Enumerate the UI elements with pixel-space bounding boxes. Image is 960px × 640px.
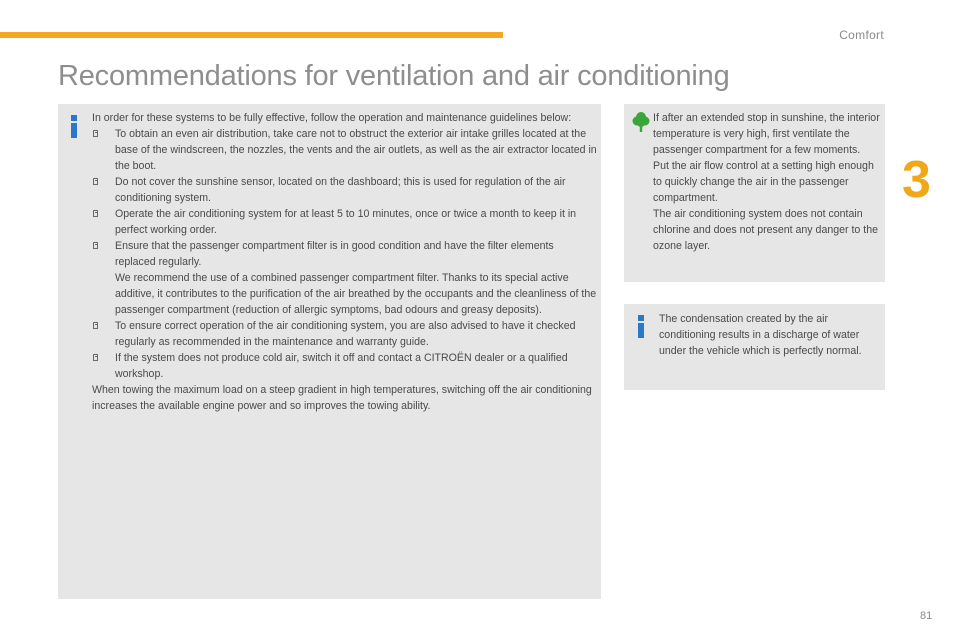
filter-recommendation: We recommend the use of a combined passenger compartment filter. Thanks to its special active additive, it contributes to the purification of the air breathed by the occupants and the cleanliness of the passenger compartment (reduction of allergic symptoms, bad odours and greasy deposits). xyxy=(115,272,597,316)
chapter-number: 3 xyxy=(902,151,931,209)
list-item: To ensure correct operation of the air conditioning system, you are also advised to have it checked regularly as recommended in the maintenance and warranty guide. xyxy=(92,318,597,350)
list-item: Do not cover the sunshine sensor, located on the dashboard; this is used for regulation of the air conditioning system. xyxy=(92,174,597,206)
list-item: Ensure that the passenger compartment filter is in good condition and have the filter elements replaced regularly. We recommend the use of a combined passenger compartment filter. Thanks to its special active additive, it contributes to the purification of the air breathed by the occupants and the cleanliness of the passenger compartment (reduction of allergic symptoms, bad odours and greasy deposits). xyxy=(92,238,597,318)
guidelines-list xyxy=(92,126,597,382)
recommendations-box xyxy=(58,104,601,599)
page-title: Recommendations for ventilation and air conditioning xyxy=(58,60,730,92)
list-item: To obtain an even air distribution, take care not to obstruct the exterior air intake grilles located at the base of the windscreen, the nozzles, the vents and the air outlets, as well as the air extractor located in the boot. xyxy=(92,126,597,174)
tree-icon xyxy=(632,111,650,138)
intro-text: In order for these systems to be fully effective, follow the operation and maintenance guidelines below: xyxy=(92,112,572,124)
eco-paragraph: Put the air flow control at a setting high enough to quickly change the air in the passenger compartment. xyxy=(653,160,874,204)
eco-tip-box xyxy=(624,104,885,282)
eco-paragraph: The air conditioning system does not contain chlorine and does not present any danger to the ozone layer. xyxy=(653,208,878,252)
list-item: Operate the air conditioning system for at least 5 to 10 minutes, once or twice a month to keep it in perfect working order. xyxy=(92,206,597,238)
section-label: Comfort xyxy=(839,28,884,42)
condensation-text: The condensation created by the air conditioning results in a discharge of water under the vehicle which is perfectly normal. xyxy=(659,313,862,357)
info-icon xyxy=(70,115,78,138)
header-accent-bar xyxy=(0,32,503,38)
info-icon xyxy=(637,315,645,338)
towing-note: When towing the maximum load on a steep gradient in high temperatures, switching off the air conditioning increases the available engine power and so improves the towing ability. xyxy=(92,384,592,412)
condensation-info-box xyxy=(624,304,885,390)
eco-paragraph: If after an extended stop in sunshine, the interior temperature is very high, first ventilate the passenger compartment for a few moments. xyxy=(653,112,880,156)
list-item: If the system does not produce cold air, switch it off and contact a CITROËN dealer or a qualified workshop. xyxy=(92,350,597,382)
page-number: 81 xyxy=(920,610,933,622)
